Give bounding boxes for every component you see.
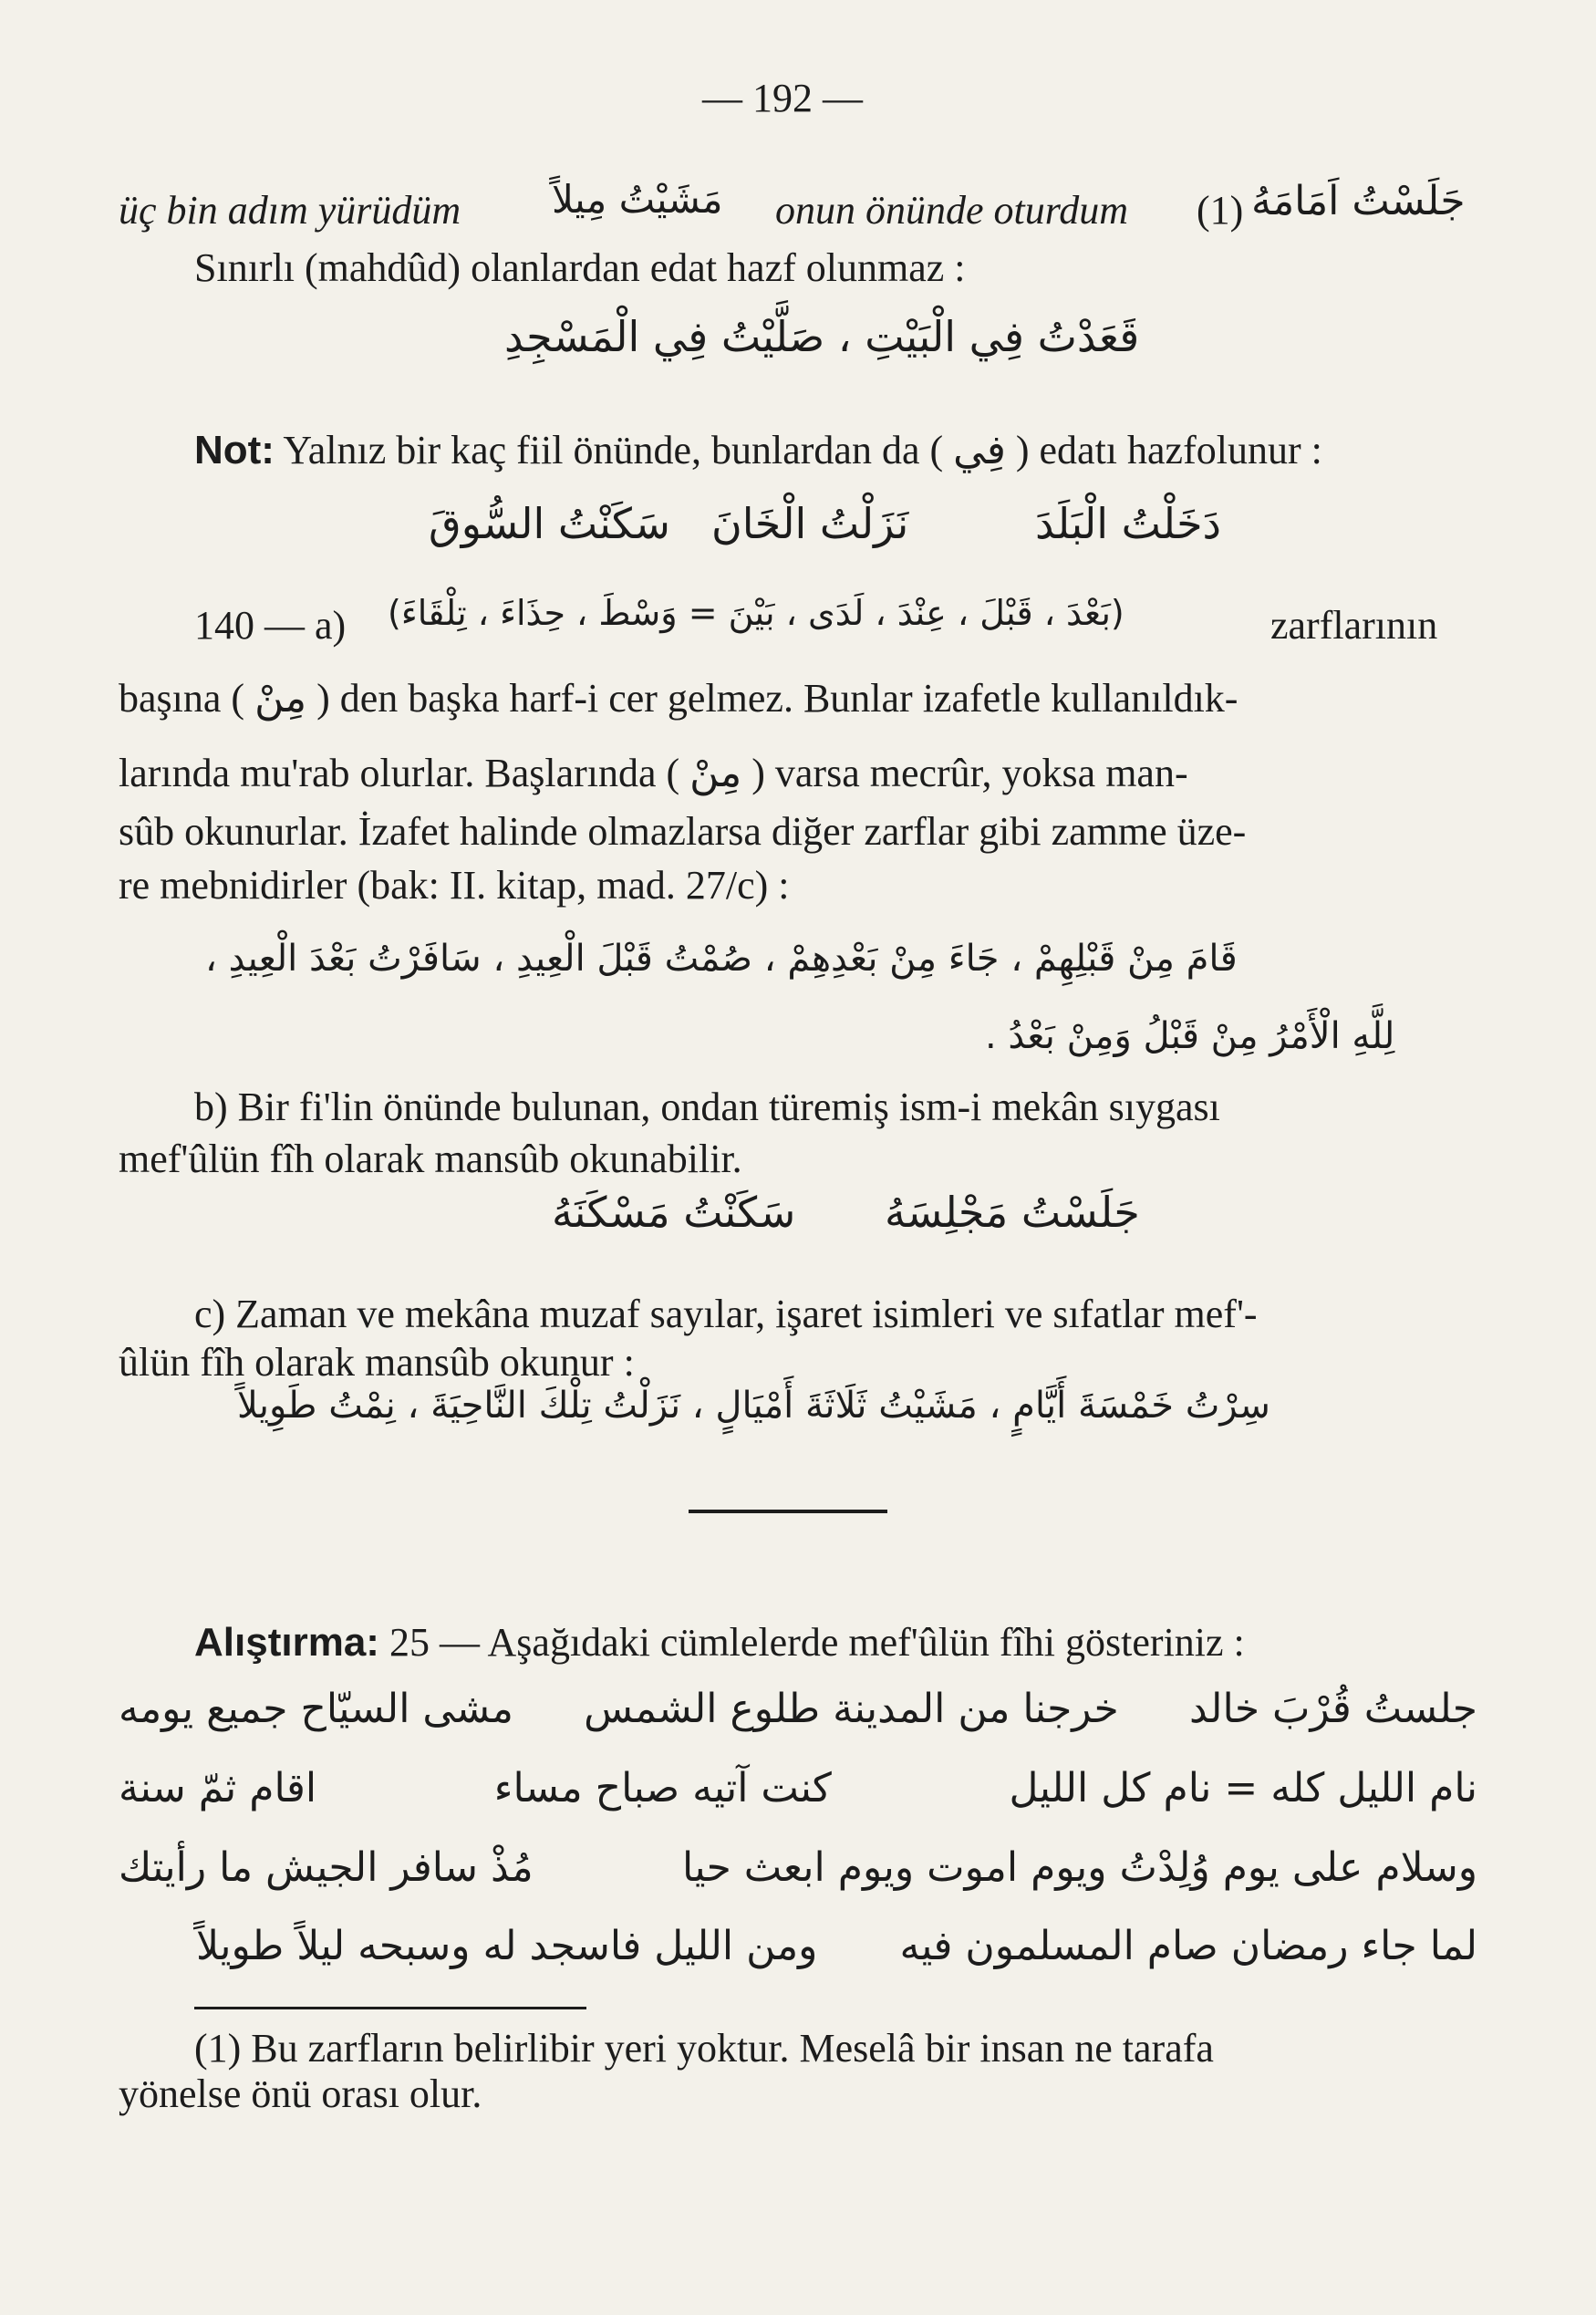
footnote-ref: (1) bbox=[1197, 188, 1244, 233]
section-140-line4: sûb okunurlar. İzafet halinde olmazlarsa diğer zarflar gibi zamme üze- bbox=[119, 809, 1247, 854]
note-label: Not: bbox=[194, 428, 275, 472]
note-arabic: فِي bbox=[953, 427, 1006, 473]
exercise-item: لما جاء رمضان صام المسلمون فيه bbox=[899, 1923, 1477, 1969]
s140-l3-ar: مِنْ bbox=[689, 750, 742, 796]
line1-arabic-a: مَشَيْتُ مِيلاً bbox=[552, 177, 723, 222]
note-text-b: ) edatı hazfolunur : bbox=[1015, 428, 1322, 472]
note-line bbox=[194, 427, 1322, 475]
exercise-label: Alıştırma: bbox=[194, 1620, 379, 1665]
footnote-line2: yönelse önü orası olur. bbox=[119, 2071, 482, 2116]
exercise-item: نام الليل كله = نام كل الليل bbox=[1009, 1765, 1477, 1812]
exercise-item: خرجنا من المدينة طلوع الشمس bbox=[584, 1686, 1119, 1732]
section-b-line2: mef'ûlün fîh olarak mansûb okunabilir. bbox=[119, 1137, 742, 1181]
arabic-example-1: قَعَدْتُ فِي الْبَيْتِ ، صَلَّيْتُ فِي الْمَسْجِدِ bbox=[504, 312, 1140, 361]
section-c-line2: ûlün fîh olarak mansûb okunur : bbox=[119, 1340, 635, 1385]
section-140-line2 bbox=[119, 675, 1238, 723]
page-number: — 192 — bbox=[702, 76, 863, 120]
exercise-text: 25 — Aşağıdaki cümlelerde mef'ûlün fîhi gösteriniz : bbox=[389, 1620, 1245, 1665]
section-140-number: 140 — a) bbox=[194, 603, 347, 648]
exercise-item: جلستُ قُرْبَ خالد bbox=[1188, 1686, 1477, 1732]
s140-l3-a: larında mu'rab olurlar. Başlarında ( bbox=[119, 751, 680, 795]
s140-l2-b: ) den başka harf-i cer gelmez. Bunlar izafetle kullanıldık- bbox=[316, 676, 1238, 721]
exercise-row-1 bbox=[119, 1686, 1477, 1732]
exercise-row-3 bbox=[119, 1844, 1477, 1891]
exercise-row-4 bbox=[196, 1923, 1477, 1969]
section-b-arabic-2: سَكَنْتُ مَسْكَنَهُ bbox=[552, 1188, 796, 1237]
section-b-line1: b) Bir fi'lin önünde bulunan, ondan türemiş ism-i mekân sıygası bbox=[194, 1085, 1220, 1129]
section-b-arabic-1: جَلَسْتُ مَجْلِسَهُ bbox=[885, 1188, 1140, 1237]
section-c-line1: c) Zaman ve mekâna muzaf sayılar, işaret isimleri ve sıfatlar mef'- bbox=[194, 1292, 1258, 1336]
section-140-line5: re mebnidirler (bak: II. kitap, mad. 27/c) : bbox=[119, 863, 790, 908]
section-140-text-a: zarflarının bbox=[1270, 603, 1438, 648]
section-c-arabic: سِرْتُ خَمْسَةَ أَيَّامٍ ، مَشَيْتُ ثَلَاثَةَ أَمْيَالٍ ، نَزَلْتُ تِلْكَ النَّاحِيَةَ ، نِمْتُ طَوِيلاً bbox=[237, 1385, 1270, 1427]
exercise-item: وسلام على يوم وُلِدْتُ ويوم اموت ويوم ابعث حيا bbox=[681, 1844, 1477, 1891]
section-140-line3 bbox=[119, 750, 1188, 798]
section-140-arabic-list: (بَعْدَ ، قَبْلَ ، عِنْدَ ، لَدَى ، بَيْنَ = وَسْطَ ، حِذَاءَ ، تِلْقَاءَ) bbox=[388, 593, 1124, 633]
note-text-a: Yalnız bir kaç fiil önünde, bunlardan da ( bbox=[283, 428, 944, 472]
arabic-example-2b: نَزَلْتُ الْخَانَ bbox=[711, 499, 909, 548]
line1-arabic-b: جَلَسْتُ اَمَامَهُ bbox=[1251, 178, 1466, 224]
s140-l3-b: ) varsa mecrûr, yoksa man- bbox=[751, 751, 1188, 795]
section-divider bbox=[689, 1510, 887, 1513]
arabic-example-2c: دَخَلْتُ الْبَلَدَ bbox=[1035, 499, 1221, 548]
exercise-item: ومن الليل فاسجد له وسبحه ليلاً طويلاً bbox=[196, 1923, 818, 1969]
exercise-item: مُذْ سافر الجيش ما رأيتك bbox=[119, 1844, 534, 1891]
s140-l2-a: başına ( bbox=[119, 676, 245, 721]
exercise-row-2 bbox=[119, 1765, 1477, 1812]
exercise-item: مشى السيّاح جميع يومه bbox=[119, 1686, 513, 1732]
exercise-heading bbox=[194, 1619, 1245, 1667]
line1-latin-b: onun önünde oturdum bbox=[775, 188, 1129, 233]
line2-text: Sınırlı (mahdûd) olanlardan edat hazf olunmaz : bbox=[194, 245, 966, 290]
s140-l2-ar: مِنْ bbox=[254, 675, 307, 721]
exercise-item: كنت آتيه صباح مساء bbox=[493, 1765, 832, 1812]
section-140-arabic-example-1: قَامَ مِنْ قَبْلِهِمْ ، جَاءَ مِنْ بَعْدِهِمْ ، صُمْتُ قَبْلَ الْعِيدِ ، سَافَرْتُ بَعْدَ الْعِيدِ ، bbox=[205, 938, 1238, 980]
exercise-item: اقام ثمّ سنة bbox=[119, 1765, 317, 1812]
footnote-line1: (1) Bu zarfların belirlibir yeri yoktur. Meselâ bir insan ne tarafa bbox=[194, 2026, 1214, 2071]
section-140-arabic-example-2: لِلَّهِ الْأَمْرُ مِنْ قَبْلُ وَمِنْ بَعْدُ . bbox=[985, 1015, 1395, 1057]
line1-latin: üç bin adım yürüdüm bbox=[119, 188, 461, 233]
arabic-example-2a: سَكَنْتُ السُّوقَ bbox=[429, 499, 670, 548]
footnote-rule bbox=[194, 2007, 586, 2009]
